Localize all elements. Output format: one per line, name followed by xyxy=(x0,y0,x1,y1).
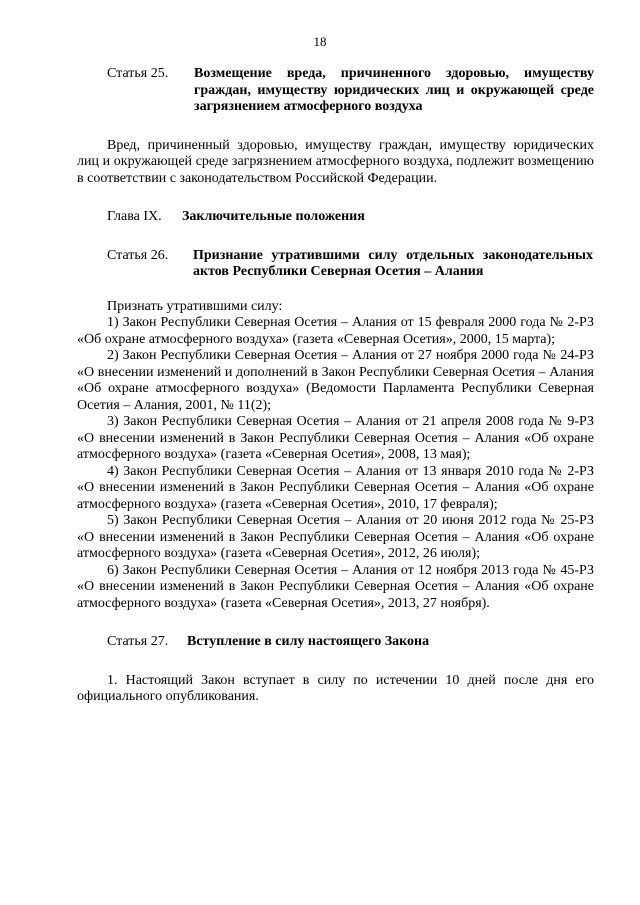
document-body xyxy=(77,66,594,706)
article-26-heading xyxy=(107,248,594,281)
article-26-title: Признание утратившими силу отдельных законодательных актов Республики Северная Осетия – Алания xyxy=(193,247,593,279)
article-25-heading xyxy=(107,66,594,116)
article-27-title: Вступление в силу настоящего Закона xyxy=(187,634,430,649)
article-25-text: Вред, причиненный здоровью, имуществу граждан, имуществу юридических лиц и окружающей среде загрязнением атмосферного воздуха, подлежит возмещению в соответствии с законодательством Российской Федерации. xyxy=(77,137,594,186)
article-25-title: Возмещение вреда, причиненного здоровью, имуществу граждан, имуществу юридических лиц и окружающей среде загрязнением атмосферного воздуха xyxy=(194,66,594,114)
article-26-intro: Признать утратившими силу: xyxy=(107,298,283,314)
repealed-law-item: 6) Закон Республики Северная Осетия – Алания от 12 ноября 2013 года № 45-РЗ «О внесении изменений в Закон Республики Северная Осетия – Алания «Об охране атмосферного воздуха» (газета «Северная Осетия», 2013, 27 ноября). xyxy=(77,562,594,611)
chapter-9-label: Глава IX. xyxy=(107,209,162,224)
repealed-law-item: 5) Закон Республики Северная Осетия – Алания от 20 июня 2012 года № 25-РЗ «О внесении изменений в Закон Республики Северная Осетия – Алания «Об охране атмосферного воздуха» (газета «Северная Осетия», 2012, 26 июля); xyxy=(77,513,594,561)
repealed-law-item: 3) Закон Республики Северная Осетия – Алания от 21 апреля 2008 года № 9-РЗ «О внесении изменений в Закон Республики Северная Осетия – Алания «Об охране атмосферного воздуха» (газета «Северная Осетия», 2008, 13 мая); xyxy=(77,414,594,462)
article-27-label: Статья 27. xyxy=(107,634,169,649)
article-27-heading xyxy=(107,634,594,651)
chapter-9-heading xyxy=(107,209,594,226)
repealed-law-item: 4) Закон Республики Северная Осетия – Алания от 13 января 2010 года № 2-РЗ «О внесении изменений в Закон Республики Северная Осетия – Алания «Об охране атмосферного воздуха» (газета «Северная Осетия», 2010, 17 февраля); xyxy=(77,463,594,512)
repealed-law-item: 2) Закон Республики Северная Осетия – Алания от 27 ноября 2000 года № 24-РЗ «О внесении изменений и дополнений в Закон Республики Северная Осетия – Алания «Об охране атмосферного воздуха» (Ведомости Парламента Республики Северная Осетия – Алания, 2001, № 11(2); xyxy=(77,348,594,413)
chapter-9-title: Заключительные положения xyxy=(182,209,365,224)
repealed-law-item: 1) Закон Республики Северная Осетия – Алания от 15 февраля 2000 года № 2-РЗ «Об охране атмосферного воздуха» (газета «Северная Осетия», 2000, 15 марта); xyxy=(77,315,594,347)
article-25-label: Статья 25. xyxy=(107,66,169,81)
page-number: 18 xyxy=(313,34,327,49)
article-26-label: Статья 26. xyxy=(107,247,169,263)
article-27-text: 1. Настоящий Закон вступает в силу по истечении 10 дней после дня его официального опубликования. xyxy=(77,672,594,704)
